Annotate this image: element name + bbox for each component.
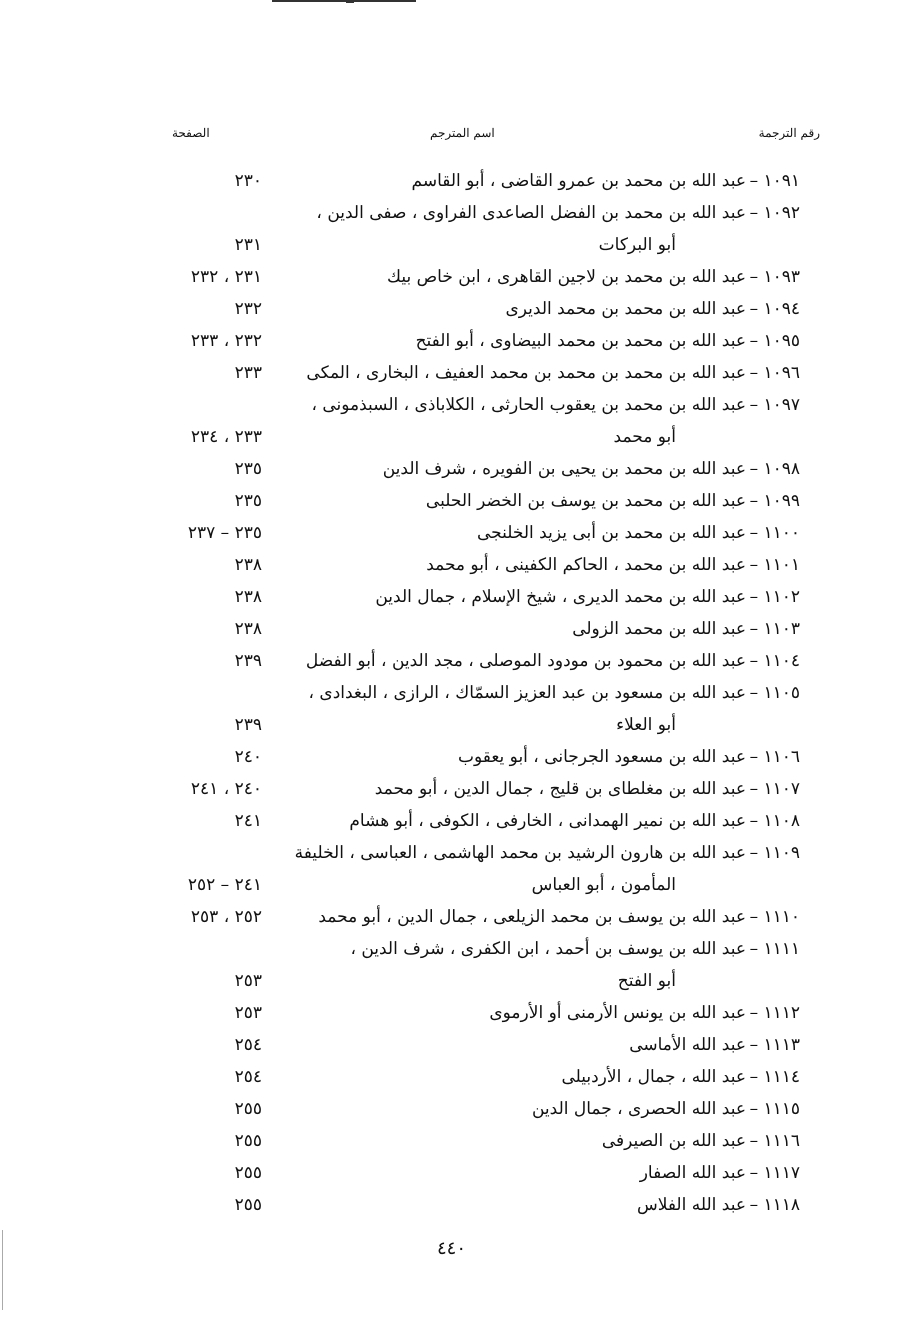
entry-number: ١١١٤ – [749,1067,800,1087]
entry-row [150,965,800,997]
entry-name: عبد الله بن محمد بن محمد الديرى [505,299,746,319]
entry-row [150,1093,800,1125]
entry-name: عبد الله بن مغلطاى بن قليج ، جمال الدين ، أبو محمد [374,779,746,799]
entry-row [150,485,800,517]
entry-number: ١٠٩٢ – [749,203,800,223]
entry-number: ١١١٨ – [749,1195,800,1215]
top-mark [346,0,354,3]
header-number: رقم الترجمة [758,126,820,140]
entry-row [150,293,800,325]
entry-name: عبد الله بن محمد بن الفضل الصاعدى الفراوى ، صفى الدين ، [316,203,746,223]
entry-row [150,837,800,869]
entry-number: ١١٠٥ – [749,683,800,703]
entry-row [150,325,800,357]
entry-row [150,741,800,773]
entry-number: ١٠٩٧ – [749,395,800,415]
page-number: ٤٤٠ [437,1238,467,1259]
entry-name: عبد الله بن يونس الأرمنى أو الأرموى [489,1003,746,1023]
entry-row [150,613,800,645]
entry-name: عبد الله بن مسعود بن عبد العزيز السمّاك ، الرازى ، البغدادى ، [308,683,746,703]
entry-row [150,1157,800,1189]
entry-row [150,357,800,389]
entry-name-continuation: أبو الفتح [617,971,676,991]
entry-page: ٢٥٤ [234,1035,262,1055]
entry-name-continuation: أبو البركات [598,235,676,255]
entry-row [150,1029,800,1061]
entry-page: ٢٣٣ [234,363,262,383]
top-rule [272,0,416,2]
entry-page: ٢٥٥ [234,1195,262,1215]
entry-number: ١١١٦ – [749,1131,800,1151]
entry-page: ٢٤١ [234,811,262,831]
entry-number: ١٠٩٣ – [749,267,800,287]
entry-number: ١٠٩٤ – [749,299,800,319]
entry-page: ٢٣٩ [234,715,262,735]
entry-page: ٢٣١ [234,235,262,255]
entry-page: ٢٣٢ [234,299,262,319]
entry-row [150,645,800,677]
entry-row [150,453,800,485]
entry-row [150,901,800,933]
entry-name: عبد الله الفلاس [636,1195,746,1215]
entry-number: ١١٠٢ – [749,587,800,607]
entry-row [150,869,800,901]
entry-page: ٢٣٢ ، ٢٣٣ [190,331,262,351]
entry-name: عبد الله بن محمود بن مودود الموصلى ، مجد الدين ، أبو الفضل [305,651,746,671]
entry-row [150,549,800,581]
entry-row [150,1189,800,1221]
entry-number: ١١٠٧ – [749,779,800,799]
entry-page: ٢٥٣ [234,971,262,991]
entry-row [150,997,800,1029]
entry-number: ١٠٩٨ – [749,459,800,479]
entry-page: ٢٣٥ [234,491,262,511]
entry-name: عبد الله بن محمد بن محمد البيضاوى ، أبو الفتح [415,331,746,351]
entry-number: ١١١٢ – [749,1003,800,1023]
entry-row [150,517,800,549]
entry-row [150,197,800,229]
header-page: الصفحة [172,126,210,140]
entry-row [150,1125,800,1157]
entry-name: عبد الله بن محمد بن أبى يزيد الخلنجى [476,523,746,543]
entry-name: عبد الله بن محمد بن عمرو القاضى ، أبو القاسم [411,171,746,191]
entry-number: ١١٠٣ – [749,619,800,639]
entry-page: ٢٣٨ [234,555,262,575]
entry-name: عبد الله بن الصيرفى [601,1131,746,1151]
entry-number: ١١١٠ – [749,907,800,927]
entry-number: ١٠٩٥ – [749,331,800,351]
entry-page: ٢٣٨ [234,619,262,639]
entry-page: ٢٥٥ [234,1099,262,1119]
entry-name-continuation: أبو العلاء [616,715,676,735]
entry-row [150,805,800,837]
entry-page: ٢٣٣ ، ٢٣٤ [190,427,262,447]
entry-page: ٢٤٠ ، ٢٤١ [190,779,262,799]
entry-row [150,165,800,197]
entry-row [150,581,800,613]
entry-row [150,773,800,805]
entry-name: عبد الله بن محمد بن يحيى بن الفويره ، شرف الدين [382,459,746,479]
entry-page: ٢٣٥ [234,459,262,479]
entry-number: ١١١٧ – [749,1163,800,1183]
entry-page: ٢٤١ – ٢٥٢ [187,875,262,895]
entry-row [150,389,800,421]
entry-number: ١١٠٠ – [749,523,800,543]
entry-row [150,1061,800,1093]
entry-page: ٢٣٨ [234,587,262,607]
entry-page: ٢٥٣ [234,1003,262,1023]
entry-number: ١١٠٨ – [749,811,800,831]
entry-page: ٢٥٥ [234,1163,262,1183]
entry-name: عبد الله بن محمد بن يوسف بن الخضر الحلبى [425,491,746,511]
entry-row [150,261,800,293]
entry-name: عبد الله الحصرى ، جمال الدين [531,1099,746,1119]
entry-page: ٢٣٥ – ٢٣٧ [187,523,262,543]
entry-page: ٢٣٩ [234,651,262,671]
entry-page: ٢٤٠ [234,747,262,767]
entry-number: ١١٠١ – [749,555,800,575]
entry-number: ١٠٩٦ – [749,363,800,383]
entry-name: عبد الله بن محمد الديرى ، شيخ الإسلام ، جمال الدين [375,587,746,607]
entry-name: عبد الله بن محمد ، الحاكم الكفينى ، أبو محمد [426,555,746,575]
entry-name: عبد الله بن محمد بن لاجين القاهرى ، ابن خاص بيك [387,267,746,287]
entry-row [150,933,800,965]
entry-name: عبد الله ، جمال ، الأردبيلى [561,1067,746,1087]
entry-name: عبد الله بن نمير الهمدانى ، الخارفى ، الكوفى ، أبو هشام [349,811,746,831]
entry-page: ٢٥٤ [234,1067,262,1087]
entry-row [150,229,800,261]
entry-row [150,709,800,741]
entry-list [150,165,800,1221]
entry-name: عبد الله بن هارون الرشيد بن محمد الهاشمى ، العباسى ، الخليفة [294,843,746,863]
entry-name: عبد الله بن محمد بن يعقوب الحارثى ، الكلاباذى ، السبذمونى ، [311,395,746,415]
entry-number: ١٠٩٩ – [749,491,800,511]
entry-name: عبد الله الأماسى [629,1035,746,1055]
entry-page: ٢٥٥ [234,1131,262,1151]
column-header [160,126,820,148]
entry-name-continuation: أبو محمد [613,427,676,447]
entry-number: ١١١٣ – [749,1035,800,1055]
entry-name: عبد الله بن محمد بن محمد بن محمد العفيف ، البخارى ، المكى [306,363,746,383]
entry-number: ١١٠٤ – [749,651,800,671]
entry-name: عبد الله بن مسعود الجرجانى ، أبو يعقوب [457,747,746,767]
entry-name-continuation: المأمون ، أبو العباس [531,875,676,895]
entry-name: عبد الله بن يوسف بن محمد الزيلعى ، جمال الدين ، أبو محمد [318,907,746,927]
entry-page: ٢٣٠ [234,171,262,191]
entry-name: عبد الله الصفار [639,1163,746,1183]
entry-name: عبد الله بن يوسف بن أحمد ، ابن الكفرى ، شرف الدين ، [350,939,746,959]
entry-number: ١٠٩١ – [749,171,800,191]
entry-page: ٢٣١ ، ٢٣٢ [190,267,262,287]
entry-number: ١١٠٩ – [749,843,800,863]
entry-row [150,421,800,453]
entry-number: ١١١١ – [749,939,800,959]
entry-name: عبد الله بن محمد الزولى [572,619,746,639]
header-name: اسم المترجم [430,126,495,140]
entry-number: ١١٠٦ – [749,747,800,767]
margin-line [2,1230,3,1310]
entry-row [150,677,800,709]
entry-page: ٢٥٢ ، ٢٥٣ [190,907,262,927]
entry-number: ١١١٥ – [749,1099,800,1119]
